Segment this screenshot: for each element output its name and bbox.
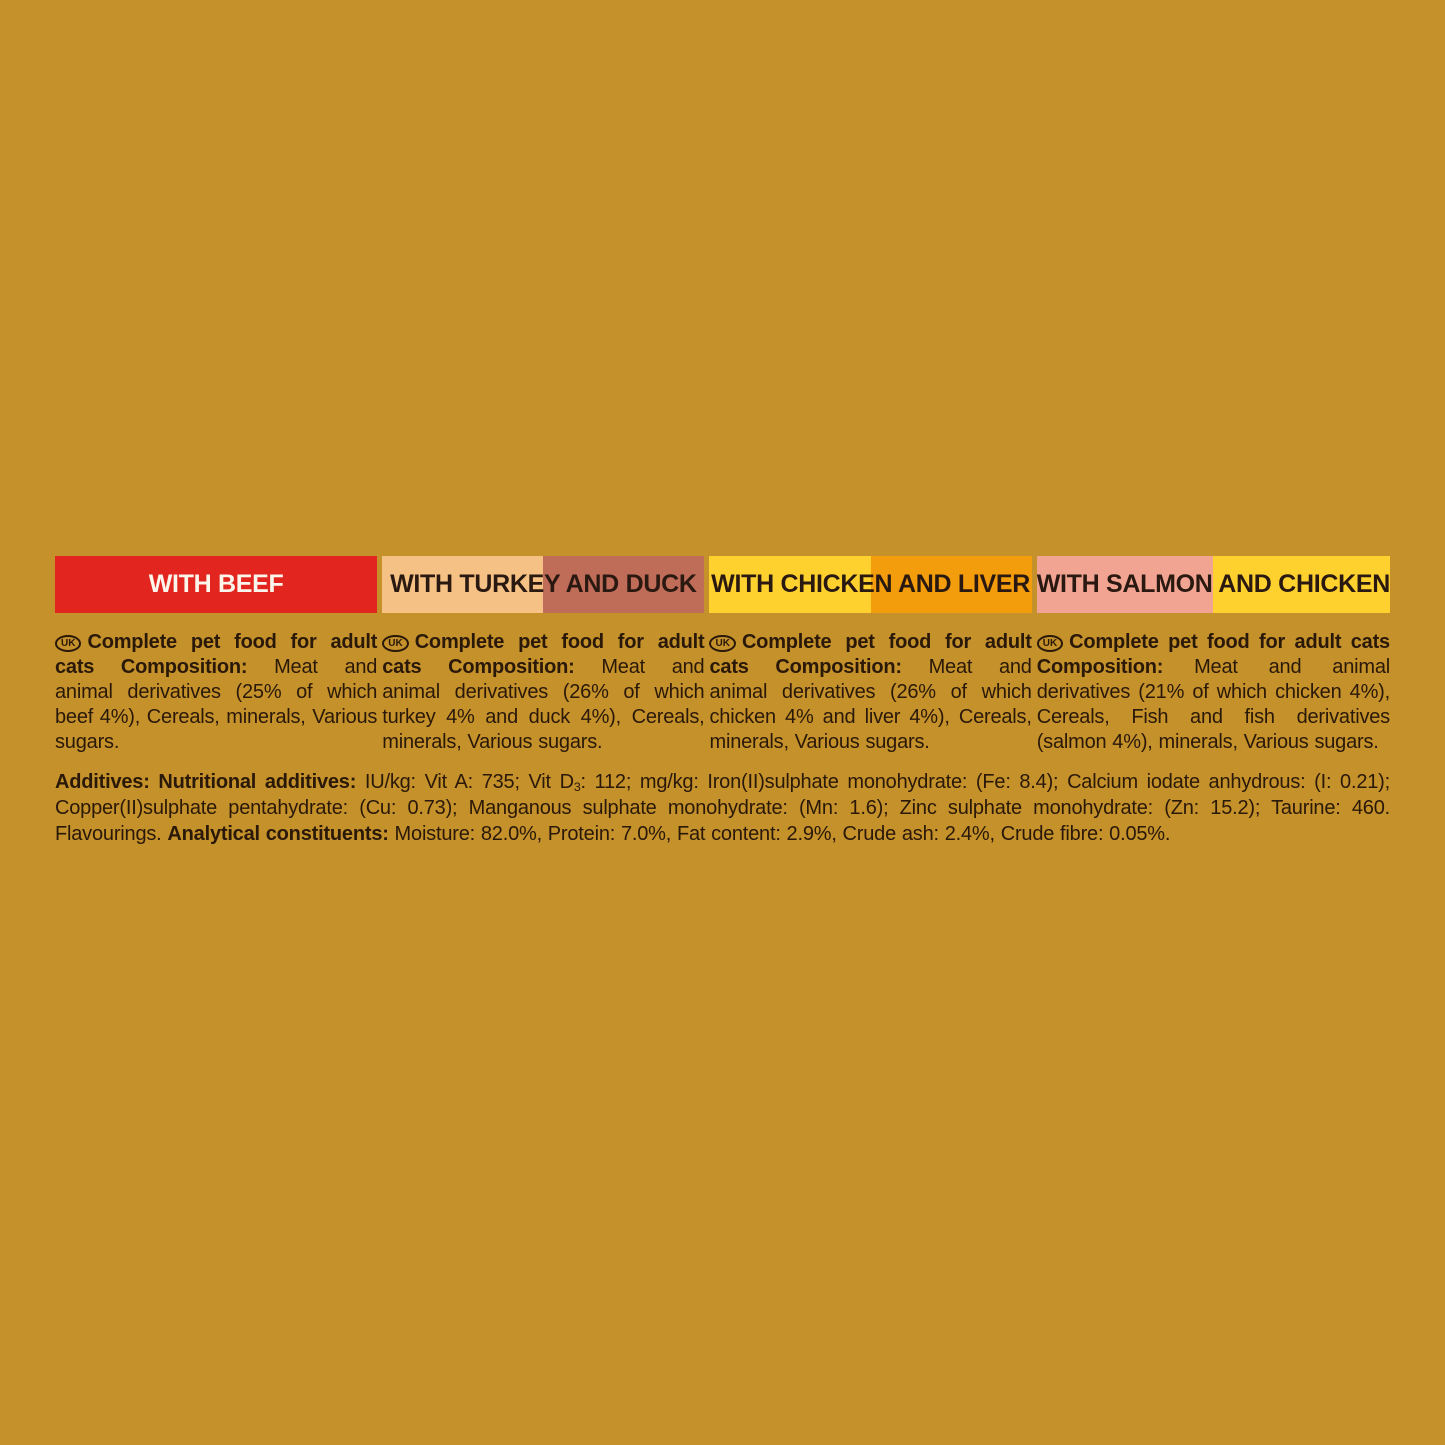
variant-column-chicken-liver xyxy=(709,556,1031,755)
vitamin-d3-subscript: 3 xyxy=(573,780,581,795)
banner-label: WITH CHICKEN AND LIVER xyxy=(711,570,1031,598)
banner-label: WITH TURKEY AND DUCK xyxy=(390,570,697,598)
banner-label: WITH SALMON AND CHICKEN xyxy=(1036,570,1390,598)
additives-analytical-text xyxy=(55,769,1390,847)
additives-part2: : 112; mg/kg: Iron(II)sulphate monohydrate: (Fe: 8.4); Calcium iodate anhydrous: (I: 0.21); Copper(II)sulphate pentahydrate: (Cu: 0.73); Manganous sulphate monohydrate: (Mn: 1.6); Zinc sulphate monohydrate: (Zn: 15.2); Taurine: 460. Flavourings. xyxy=(55,771,1390,845)
additives-part1: IU/kg: Vit A: 735; Vit D xyxy=(356,771,574,793)
composition-text-beef xyxy=(55,630,377,755)
banner-label: WITH BEEF xyxy=(148,570,284,598)
label-content xyxy=(55,556,1390,847)
composition-text-chicken-liver xyxy=(709,630,1031,755)
composition-body: Meat and animal derivatives (26% of which turkey 4% and duck 4%), Cereals, minerals, Various sugars. xyxy=(382,656,705,753)
additives-lead: Additives: Nutritional additives: xyxy=(55,771,357,793)
composition-lead: Complete pet food for adult cats Composition: xyxy=(1036,631,1390,678)
variant-column-beef xyxy=(55,556,377,755)
uk-mark-icon: UK xyxy=(709,635,735,652)
variant-column-turkey-duck xyxy=(382,556,704,755)
variant-banner-beef xyxy=(55,556,377,613)
composition-body: Meat and animal derivatives (26% of which chicken 4% and liver 4%), Cereals, minerals, Various sugars. xyxy=(709,656,1032,753)
additives-part3: Moisture: 82.0%, Protein: 7.0%, Fat content: 2.9%, Crude ash: 2.4%, Crude fibre: 0.05%. xyxy=(388,823,1171,845)
variant-column-salmon-chicken xyxy=(1037,556,1390,755)
composition-lead: Complete pet food for adult cats Composition: xyxy=(55,631,378,678)
uk-mark-icon: UK xyxy=(55,635,81,652)
uk-mark-icon: UK xyxy=(1037,635,1063,652)
composition-body: Meat and animal derivatives (21% of which chicken 4%), Cereals, Fish and fish derivatives (salmon 4%), minerals, Various sugars. xyxy=(1036,656,1390,753)
composition-text-turkey-duck xyxy=(382,630,704,755)
composition-lead: Complete pet food for adult cats Composition: xyxy=(382,631,705,678)
composition-lead: Complete pet food for adult cats Composition: xyxy=(709,631,1032,678)
variant-banner-salmon-chicken xyxy=(1037,556,1390,613)
composition-text-salmon-chicken xyxy=(1037,630,1390,755)
variant-columns xyxy=(55,556,1390,755)
variant-banner-turkey-duck xyxy=(382,556,704,613)
analytical-lead: Analytical constituents: xyxy=(167,823,389,845)
variant-banner-chicken-liver xyxy=(709,556,1031,613)
uk-mark-icon: UK xyxy=(382,635,408,652)
composition-body: Meat and animal derivatives (25% of which beef 4%), Cereals, minerals, Various sugars. xyxy=(55,656,378,753)
